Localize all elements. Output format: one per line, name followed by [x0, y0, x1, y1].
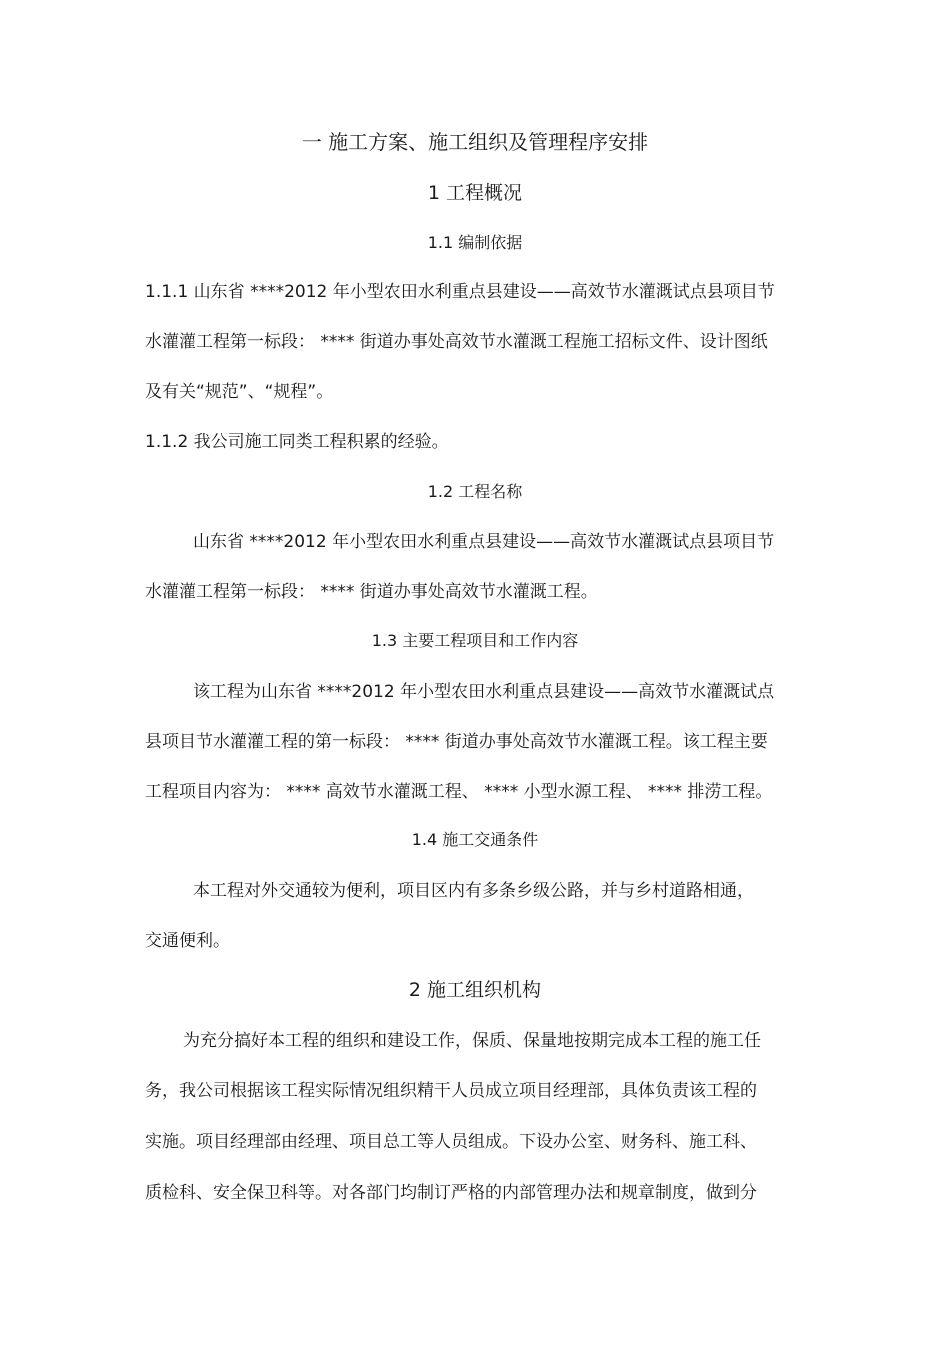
paragraph-line: 山东省 ****2012 年小型农田水利重点县建设——高效节水灌溉试点县项目节	[193, 532, 775, 552]
paragraph-line: 务，我公司根据该工程实际情况组织精干人员成立项目经理部，具体负责该工程的	[145, 1081, 757, 1101]
paragraph-line: 质检科、安全保卫科等。对各部门均制订严格的内部管理办法和规章制度，做到分	[145, 1183, 757, 1203]
paragraph-line: 水灌灌工程第一标段： **** 街道办事处高效节水灌溉工程施工招标文件、设计图纸	[145, 332, 768, 352]
subsection-1-2-heading: 1.2 工程名称	[427, 482, 523, 501]
paragraph-line: 该工程为山东省 ****2012 年小型农田水利重点县建设——高效节水灌溉试点	[193, 682, 775, 702]
paragraph-line: 1.1.1 山东省 ****2012 年小型农田水利重点县建设——高效节水灌溉试点县项目节	[145, 282, 775, 302]
subsection-1-1-heading: 1.1 编制依据	[427, 233, 523, 252]
paragraph-line: 1.1.2 我公司施工同类工程积累的经验。	[145, 432, 449, 452]
subsection-1-3-heading: 1.3 主要工程项目和工作内容	[371, 631, 579, 650]
paragraph-line: 工程项目内容为： **** 高效节水灌溉工程、 **** 小型水源工程、 **** 排涝工程。	[145, 782, 773, 802]
section-1-heading: 1 工程概况	[427, 182, 523, 204]
paragraph-line: 本工程对外交通较为便利，项目区内有多条乡级公路，并与乡村道路相通，	[193, 881, 754, 901]
subsection-1-4-heading: 1.4 施工交通条件	[411, 830, 539, 849]
paragraph-line: 为充分搞好本工程的组织和建设工作，保质、保量地按期完成本工程的施工任	[183, 1031, 761, 1051]
paragraph-line: 水灌灌工程第一标段： **** 街道办事处高效节水灌溉工程。	[145, 582, 598, 602]
paragraph-line: 县项目节水灌灌工程的第一标段： **** 街道办事处高效节水灌溉工程。该工程主要	[145, 732, 768, 752]
section-2-heading: 2 施工组织机构	[408, 979, 542, 1001]
paragraph-line: 交通便利。	[145, 931, 230, 951]
document-title: 一 施工方案、施工组织及管理程序安排	[301, 130, 649, 154]
paragraph-line: 实施。项目经理部由经理、项目总工等人员组成。下设办公室、财务科、施工科、	[145, 1132, 757, 1152]
paragraph-line: 及有关“规范”、“规程”。	[145, 382, 334, 402]
